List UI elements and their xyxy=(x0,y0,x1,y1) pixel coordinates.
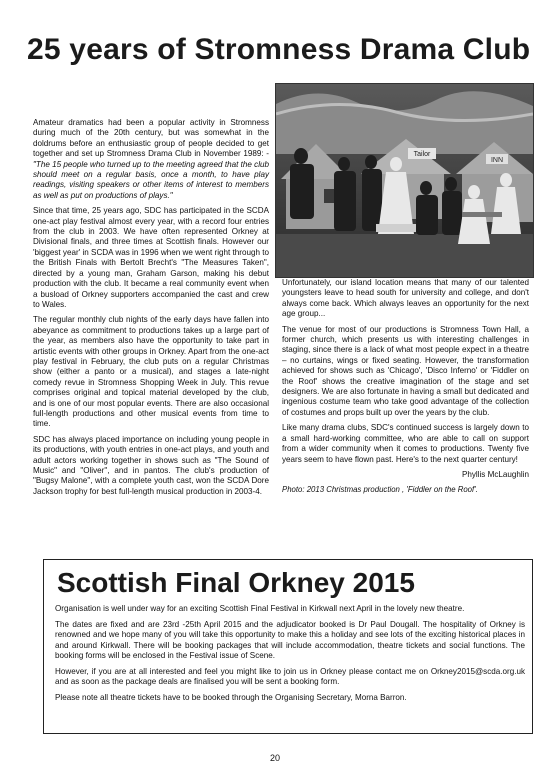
article-paragraph: Like many drama clubs, SDC's continued success is largely down to a small hard-working committee, who are able to call on support from a wider community when it comes to productions. Twenty five years seem to have flown past. Here's to the next quarter century! xyxy=(282,423,529,464)
production-photo xyxy=(275,83,534,278)
article-paragraph: The venue for most of our productions is Stromness Town Hall, a former church, which presents us with interesting challenges in staging, since there is a lack of what most people expect in a theatre – no curtains, wings or fixed seating. However, the transformation achieved for shows such as 'Chicago', 'Disco Inferno' or 'Fiddler on the Roof' shows the creative imagination of the stage and set designers. We are also fortunate in having a small but dedicated and ingenious costume team who take good advantage of the collection of costumes and props built up over the years by the club. xyxy=(282,324,529,417)
box-paragraph: The dates are fixed and are 23rd -25th April 2015 and the adjudicator booked is Dr Paul Dougall. The hospitality of Orkney is renowned and we hope many of you will take this opportunity to make this a holiday and see lots of the exciting historical places in and around Kirkwall. There will be booking packages that will include accommodation, theatre tickets and social functions. The booking forms will be enclosed in the Festival issue of Scene. xyxy=(55,619,525,660)
article-left-column xyxy=(33,118,269,502)
article-paragraph: The regular monthly club nights of the early days have fallen into abeyance as commitment to productions takes up a large part of the year, as members also have the opportunity to take part in artistic events with other groups in Orkney. Apart from the one-act play festival in February, the club puts on a regular Christmas show (either a panto or a musical), and stages a late-night comedy revue in Stromness Shopping Week in July. This revue comprises original and topical material developed by the club, and is one of our most popular events. There are also occasional full-length productions and other musical events from time to time. xyxy=(33,315,269,429)
page-number: 20 xyxy=(269,753,280,763)
article-paragraph: SDC has always placed importance on including young people in its productions, with youth entries in one-act plays, and youth and adult actors working together in shows such as "The Sound of Music" and "Oliver", and in pantos. The club's production of "Bugsy Malone", with a complete youth cast, won the SCDA Dore Jackson trophy for best full-length musical production in 2003-4. xyxy=(33,434,269,496)
article-paragraph: Since that time, 25 years ago, SDC has participated in the SCDA one-act play festival almost every year, with a record four entries from the club in 2003. We have often represented Orkney at Divisional finals, and three times at Scottish finals. However our 'biggest year' in SCDA was in 1996 when we went right through to the British Finals with Bertolt Brecht's "The Measures Taken", directed by a young man, Graham Garson, making his debut production with the club. It became a real community event when a busload of Orkney supporters accompanied the cast and crew to Wales. xyxy=(33,206,269,309)
box-paragraph: Please note all theatre tickets have to be booked through the Organising Secretary, Morna Barron. xyxy=(55,692,407,702)
scottish-final-body xyxy=(55,604,525,708)
author-name: Phyllis McLaughlin xyxy=(461,469,529,479)
box-paragraph: Organisation is well under way for an exciting Scottish Final Festival in Kirkwall next April in the lovely new theatre. xyxy=(55,604,465,613)
tailor-sign: Tailor xyxy=(413,151,431,158)
article-paragraph: Unfortunately, our island location means that many of our talented youngsters leave to head south for university and college, and don't always come back. Which always leaves an opportunity for the next age group... xyxy=(282,278,529,319)
box-paragraph: However, if you are at all interested and feel you might like to join us in Orkney please contact me on Orkney2015@scda.org.uk and as soon as the package deals are finalised you will be sent a booking form. xyxy=(55,666,525,686)
scottish-final-title: Scottish Final Orkney 2015 xyxy=(57,567,415,598)
article-right-column xyxy=(282,278,529,501)
article-paragraph xyxy=(33,118,269,201)
founding-quote: "The 15 people who turned up to the meeting agreed that the club should meet on a regular basis, once a month, to have play readings, visiting speakers or other items of interest to members as well as put on productions of plays." xyxy=(33,159,269,200)
photo-caption: Photo: 2013 Christmas production , 'Fiddler on the Roof'. xyxy=(282,485,478,495)
inn-sign: INN xyxy=(490,157,504,164)
intro-text: Amateur dramatics had been a popular activity in Stromness during much of the 20th century, but was somewhat in the doldrums before an enthusiastic group of people decided to get together and set up Stromness Drama Club in November 1989: - xyxy=(33,118,269,159)
article-title: 25 years of Stromness Drama Club xyxy=(27,33,531,66)
